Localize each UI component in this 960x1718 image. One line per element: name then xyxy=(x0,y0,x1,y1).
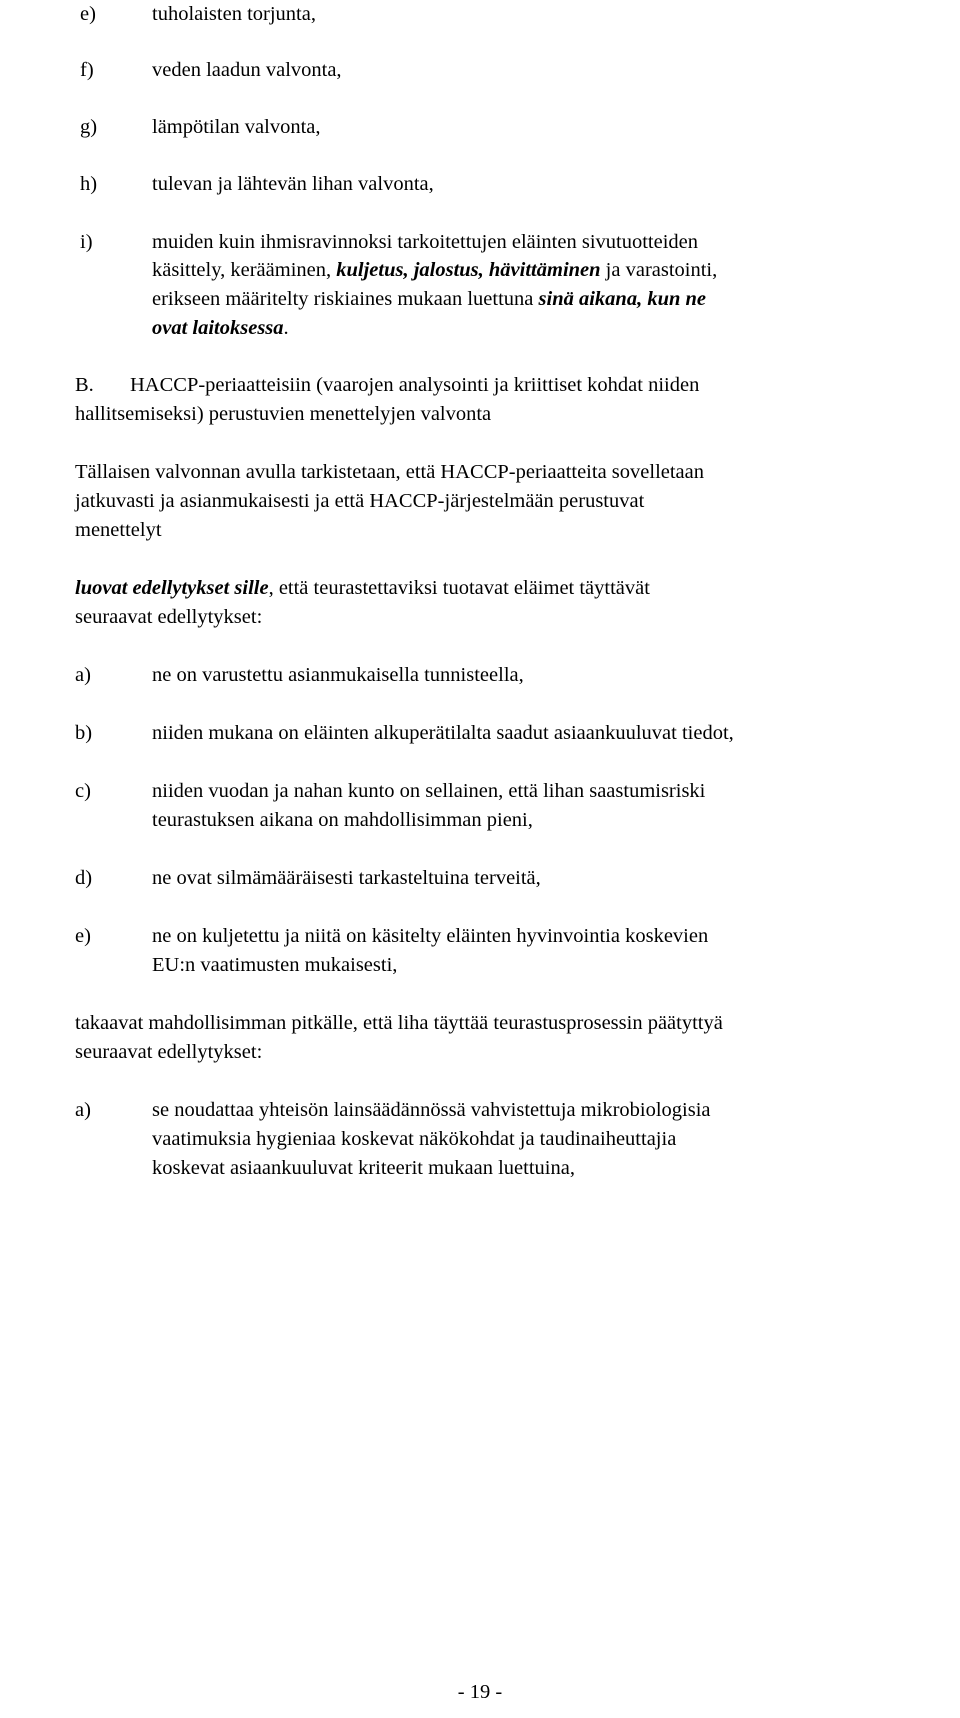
list-text: ne on varustettu asianmukaisella tunnisteella, xyxy=(152,664,524,686)
list-text: tuholaisten torjunta, xyxy=(152,3,316,25)
list-label: a) xyxy=(75,1099,91,1121)
list-text: ne on kuljetettu ja niitä on käsitelty eläinten hyvinvointia koskevien xyxy=(152,925,709,947)
paragraph-line: takaavat mahdollisimman pitkälle, että liha täyttää teurastusprosessin päätyttyä xyxy=(75,1012,723,1034)
paragraph-line: seuraavat edellytykset: xyxy=(75,1041,263,1063)
section-heading: hallitsemiseksi) perustuvien menettelyjen valvonta xyxy=(75,403,492,425)
paragraph-line: Tällaisen valvonnan avulla tarkistetaan, että HACCP-periaatteita sovelletaan xyxy=(75,461,705,483)
list-text: niiden vuodan ja nahan kunto on sellainen, että lihan saastumisriski xyxy=(152,780,706,802)
list-label: b) xyxy=(75,722,93,744)
list-text: käsittely, kerääminen, kuljetus, jalostus, hävittäminen ja varastointi, xyxy=(152,259,718,281)
list-text: ne ovat silmämääräisesti tarkasteltuina terveitä, xyxy=(152,867,541,889)
list-text: EU:n vaatimusten mukaisesti, xyxy=(152,954,398,976)
list-label: d) xyxy=(75,867,93,889)
list-label: h) xyxy=(80,173,98,195)
page-number: - 19 - xyxy=(457,1681,503,1703)
list-label: a) xyxy=(75,664,91,686)
list-text: se noudattaa yhteisön lainsäädännössä vahvistettuja mikrobiologisia xyxy=(152,1099,711,1121)
list-text: erikseen määritelty riskiaines mukaan luettuna sinä aikana, kun ne xyxy=(152,288,707,310)
list-text: koskevat asiaankuuluvat kriteerit mukaan luettuina, xyxy=(152,1157,575,1179)
list-label: g) xyxy=(80,116,98,138)
list-label: i) xyxy=(80,231,93,253)
list-text: tulevan ja lähtevän lihan valvonta, xyxy=(152,173,434,195)
list-text: ovat laitoksessa. xyxy=(152,317,289,339)
paragraph-line: luovat edellytykset sille, että teurastettaviksi tuotavat eläimet täyttävät xyxy=(75,577,650,599)
list-label: f) xyxy=(80,59,94,81)
list-label: e) xyxy=(75,925,91,947)
paragraph-line: jatkuvasti ja asianmukaisesti ja että HACCP-järjestelmään perustuvat xyxy=(75,490,645,512)
list-text: muiden kuin ihmisravinnoksi tarkoitettujen eläinten sivutuotteiden xyxy=(152,231,699,253)
list-text: veden laadun valvonta, xyxy=(152,59,342,81)
list-text: vaatimuksia hygieniaa koskevat näkökohdat ja taudinaiheuttajia xyxy=(152,1128,677,1150)
section-label: B. xyxy=(75,374,94,396)
section-heading: HACCP-periaatteisiin (vaarojen analysointi ja kriittiset kohdat niiden xyxy=(130,374,700,396)
paragraph-line: menettelyt xyxy=(75,519,162,541)
list-label: e) xyxy=(80,3,96,25)
list-text: niiden mukana on eläinten alkuperätilalta saadut asiaankuuluvat tiedot, xyxy=(152,722,734,744)
list-label: c) xyxy=(75,780,91,802)
list-text: lämpötilan valvonta, xyxy=(152,116,321,138)
list-text: teurastuksen aikana on mahdollisimman pieni, xyxy=(152,809,533,831)
paragraph-line: seuraavat edellytykset: xyxy=(75,606,263,628)
